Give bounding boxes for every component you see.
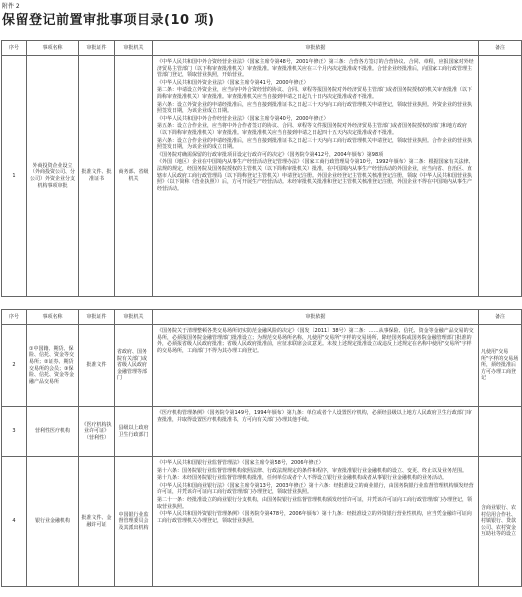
header-no: 序号 xyxy=(2,41,27,56)
row-note: 凡使用"交易所"字样的交易场所，须经批准后方可办理工商登记 xyxy=(479,325,522,407)
basis-paragraph: 《国务院对确需保留的行政审批项目设定行政许可的决定》（国务院令第412号，2004年颁布）第98项 xyxy=(157,151,384,158)
approval-table-2 xyxy=(1,309,522,587)
table-header-row xyxy=(2,310,522,325)
basis-paragraph: 《中华人民共和国外资企业法》（国家主席令第41号，2000年修正） xyxy=(157,79,309,86)
attachment-label: 附件 2 xyxy=(2,3,20,10)
row-license: 批准文件 xyxy=(79,325,115,407)
header-name: 事项名称 xyxy=(27,41,79,56)
header-license: 审批证件 xyxy=(79,41,115,56)
row-no: 4 xyxy=(2,457,27,587)
row-authority: 中国银行业监督管理委员会及其派出机构 xyxy=(115,457,153,587)
approval-table-1 xyxy=(1,40,522,297)
row-note xyxy=(479,407,522,457)
row-authority: 县级以上政府卫生行政部门 xyxy=(115,407,153,457)
row-basis: 《国务院关于清理整顿各类交易场所切实防范金融风险的决定》（国发〔2011〕38号）第二条：……从事保险、信托、资金等金融产品交易的交易所，必须报国务院金融管理部门批准设立；为规范交易场所名称，凡使用"交易所"字样的交易场所，除经国务院或国务院金融管理部门批准的外，必须报省级人民政府批准；省级人民政府批准前，应征求联席会议意见。未按上述规定批准设立或违反上述规定在名称中使用"交易所"字样的交易场所，工商部门不得为其办理工商登记。 xyxy=(153,325,479,407)
row-name: 营利性医疗机构 xyxy=(27,407,79,457)
row-basis: 《医疗机构管理条例》（国务院令第149号，1994年颁布）第九条：单位或者个人设置医疗机构，必须经县级以上地方人民政府卫生行政部门审查批准，并取得设置医疗机构批准书，方可向有关部门办理其他手续。 xyxy=(153,407,479,457)
row-name: 银行业金融机构 xyxy=(27,457,79,587)
header-basis: 审批依据 xyxy=(153,310,479,325)
row-name: ①中国籍、期货、保险、信托、资金等交易所；②证券、期货交易所的会员；③保险、信托、资金等金融产品交易所 xyxy=(27,325,79,407)
row-no: 2 xyxy=(2,325,27,407)
row-name: 外商投资企业设立（外商投资公司、分公司）外资企业分支机构事项审批 xyxy=(27,56,79,297)
basis-paragraph: 第五条：设立合作企业，应当将中外合作者签订的协议、合同、章程等文件报国务院对外经济贸易主管部门或者国务院授权的部门和地方政府（以下简称审查批准机关）审查批准。审查批准机关应当自接到申请之日起四十五天内决定批准或者不批准。 xyxy=(157,123,468,136)
row-no: 3 xyxy=(2,407,27,457)
header-note: 备注 xyxy=(479,41,522,56)
header-no: 序号 xyxy=(2,310,27,325)
basis-paragraph: 《中华人民共和国银行业监督管理法》（国家主席令第58号，2006年修正） xyxy=(157,460,324,466)
row-license: 批准文件、批准证书 xyxy=(79,56,115,297)
row-license: 批准文件、金融许可证 xyxy=(79,457,115,587)
basis-paragraph: 第十六条：国务院银行业监督管理机构依照法律、行政法规规定的条件和程序，审查批准银行业金融机构的设立、变更、终止以及业务范围。 xyxy=(157,467,468,474)
row-authority: 商务部、省级机关 xyxy=(115,56,153,297)
row-basis xyxy=(153,56,479,297)
basis-paragraph: 第六条：设立外资企业的申请经批准后，应当自接到批准证书之日起三十天内向工商行政管理机关申请登记，领取营业执照。外资企业的营业执照签发日期，为该企业成立日期。 xyxy=(157,101,473,115)
basis-paragraph: 第十九条：未经国务院银行业监督管理机构批准，任何单位或者个人不得设立银行业金融机构或者从事银行业金融机构的业务活动。 xyxy=(157,475,448,482)
basis-paragraph: 第二十一条：经批准设立的商业银行分支机构，由国务院银行业监督管理机构颁发经营许可证，并凭该许可证向工商行政管理部门办理登记，领取营业执照。 xyxy=(157,496,473,510)
table-row xyxy=(2,407,522,457)
row-authority: 省政府、国务院有关部门或省级人民政府金融管理等部门 xyxy=(115,325,153,407)
basis-paragraph: 第六条：设立合作企业的申请经批准后，应当自接到批准证书之日起三十天内向工商行政管理机关申请登记，领取营业执照。合作企业的营业执照签发日期，为该企业的成立日期。 xyxy=(157,137,473,151)
row-no: 1 xyxy=(2,56,27,297)
basis-paragraph: 《中华人民共和国外资银行管理条例》（国务院令第478号，2006年颁布）第十九条：经批准设立的外资银行营业性机构，应当凭金融许可证向工商行政管理机关办理登记，领取营业执照。 xyxy=(157,511,472,524)
basis-paragraph: 第二条：申请设立外资企业，应当向中外合资经营的协议、合同、章程等报国务院对外经济贸易主管部门或者国务院授权的机关审查批准（以下简称审查批准机关）审查批准。审查批准机关应当自接到申请之日起九十日内决定批准或者不批准。 xyxy=(157,87,473,100)
header-name: 事项名称 xyxy=(27,310,79,325)
header-note: 备注 xyxy=(479,310,522,325)
header-license: 审批证件 xyxy=(79,310,115,325)
header-authority: 审批机关 xyxy=(115,310,153,325)
header-authority: 审批机关 xyxy=(115,41,153,56)
table-row xyxy=(2,325,522,407)
basis-paragraph: 《中华人民共和国中外合作经营企业法》（国家主席令第40号，2000年修正） xyxy=(157,115,329,122)
row-license: 《医疗机构执业许可证》（营利性） xyxy=(79,407,115,457)
basis-paragraph: 《外国（地区）企业在中国境内从事生产经营活动登记管理办法》（国家工商行政管理局令第10号，1992年颁布）第二条：根据国家有关法律、法规的规定，经国务院及国务院授权的主管机关（以下简称审批机关）批准，在中国境内从事生产经营活动的外国企业，应当向省、自治区、直辖市人民政府工商行政管理局（以下简称登记主管机关）申请登记注册。外国企业经登记主管机关核准登记注册，领取《中华人民共和国营业执照》（以下简称《营业执照》）后，方可开展生产经营活动。未经审批机关批准和登记主管机关核准登记注册，外国企业不得在中国境内从事生产经营活动。 xyxy=(157,159,474,192)
table-row xyxy=(2,56,522,297)
table-header-row xyxy=(2,41,522,56)
row-note: 含商业银行、农村信用合作社、村镇银行、贷款公司、农村资金互助社等的设立 xyxy=(479,457,522,587)
row-basis xyxy=(153,457,479,587)
table-row xyxy=(2,457,522,587)
basis-paragraph: 《中华人民共和国商业银行法》（国家主席令第13号，2003年修正）第十六条：经批准设立的商业银行，由国务院银行业监督管理机构颁发经营许可证，并凭该许可证向工商行政管理部门办理登记，领取营业执照。 xyxy=(157,482,474,496)
header-basis: 审批依据 xyxy=(153,41,479,56)
row-note xyxy=(479,56,522,297)
page-title: 保留登记前置审批事项目录(10 项) xyxy=(2,13,215,28)
basis-paragraph: 《中华人民共和国中外合资经营企业法》（国家主席令第48号，2001年修正）第三条：合营各方签订的合营协议、合同、章程，应报国家对外经济贸易主管部门（以下称审查批准机关）审查批准。审查批准机关应在三个月内决定批准或不批准。合营企业经批准后，向国家工商行政管理主管部门登记，领取营业执照，开始营业。 xyxy=(157,59,474,79)
